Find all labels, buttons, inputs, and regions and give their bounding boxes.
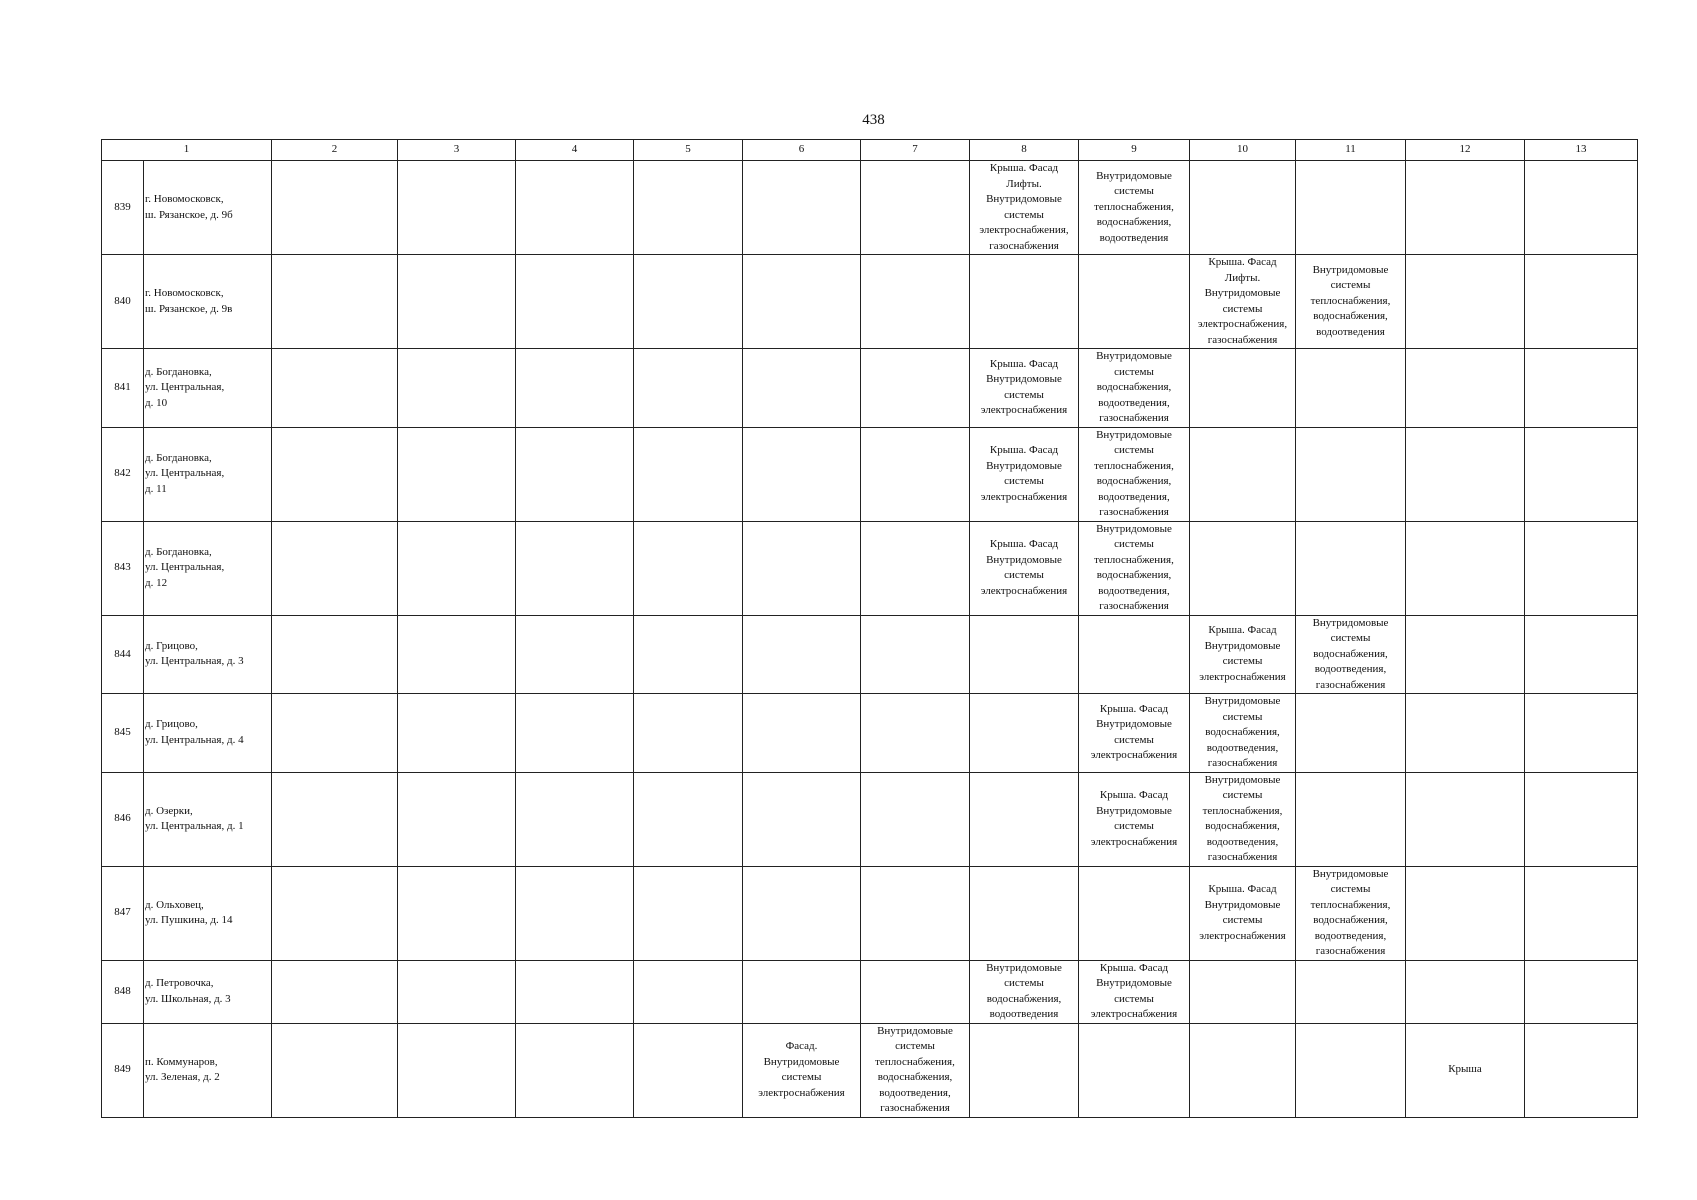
work-cell-col-2 <box>272 255 398 349</box>
work-cell-col-3 <box>398 1023 516 1117</box>
table-row <box>102 521 1638 615</box>
table-row <box>102 866 1638 960</box>
work-cell-col-8 <box>970 694 1079 773</box>
work-cell-col-4 <box>516 772 634 866</box>
row-number: 839 <box>102 161 144 255</box>
work-cell-col-7 <box>861 772 970 866</box>
work-cell-col-6: Фасад. Внутридомовые системы электроснабжения <box>743 1023 861 1117</box>
row-address: д. Грицово, ул. Центральная, д. 4 <box>144 694 272 773</box>
column-header-10: 10 <box>1190 140 1296 161</box>
work-cell-col-13 <box>1525 960 1638 1023</box>
work-cell-col-11 <box>1296 960 1406 1023</box>
work-cell-col-4 <box>516 866 634 960</box>
work-cell-col-3 <box>398 866 516 960</box>
work-cell-col-9: Крыша. Фасад Внутридомовые системы электроснабжения <box>1079 772 1190 866</box>
row-number: 847 <box>102 866 144 960</box>
work-cell-col-11: Внутридомовые системы водоснабжения, водоотведения, газоснабжения <box>1296 615 1406 694</box>
column-header-8: 8 <box>970 140 1079 161</box>
repair-schedule-table <box>101 139 1638 1118</box>
row-number: 845 <box>102 694 144 773</box>
work-cell-col-4 <box>516 427 634 521</box>
work-cell-col-6 <box>743 960 861 1023</box>
work-cell-col-10: Крыша. Фасад Внутридомовые системы электроснабжения <box>1190 615 1296 694</box>
work-cell-col-12 <box>1406 161 1525 255</box>
work-cell-col-5 <box>634 521 743 615</box>
work-cell-col-5 <box>634 615 743 694</box>
work-cell-col-6 <box>743 615 861 694</box>
work-cell-col-3 <box>398 960 516 1023</box>
work-cell-col-5 <box>634 866 743 960</box>
row-address: д. Богдановка, ул. Центральная, д. 12 <box>144 521 272 615</box>
work-cell-col-2 <box>272 349 398 428</box>
work-cell-col-13 <box>1525 772 1638 866</box>
work-cell-col-3 <box>398 349 516 428</box>
work-cell-col-10: Внутридомовые системы водоснабжения, водоотведения, газоснабжения <box>1190 694 1296 773</box>
work-cell-col-11 <box>1296 349 1406 428</box>
row-address: д. Озерки, ул. Центральная, д. 1 <box>144 772 272 866</box>
work-cell-col-7 <box>861 255 970 349</box>
row-address: д. Ольховец, ул. Пушкина, д. 14 <box>144 866 272 960</box>
work-cell-col-11 <box>1296 772 1406 866</box>
work-cell-col-3 <box>398 615 516 694</box>
work-cell-col-4 <box>516 960 634 1023</box>
header-row <box>102 140 1638 161</box>
work-cell-col-5 <box>634 960 743 1023</box>
table-row <box>102 349 1638 428</box>
work-cell-col-9: Внутридомовые системы теплоснабжения, водоснабжения, водоотведения <box>1079 161 1190 255</box>
work-cell-col-8: Крыша. Фасад Внутридомовые системы электроснабжения <box>970 349 1079 428</box>
row-address: д. Петровочка, ул. Школьная, д. 3 <box>144 960 272 1023</box>
work-cell-col-4 <box>516 161 634 255</box>
work-cell-col-5 <box>634 772 743 866</box>
work-cell-col-6 <box>743 161 861 255</box>
work-cell-col-9 <box>1079 1023 1190 1117</box>
work-cell-col-10 <box>1190 161 1296 255</box>
work-cell-col-13 <box>1525 1023 1638 1117</box>
work-cell-col-2 <box>272 694 398 773</box>
work-cell-col-12 <box>1406 255 1525 349</box>
work-cell-col-7 <box>861 161 970 255</box>
work-cell-col-7 <box>861 960 970 1023</box>
column-header-4: 4 <box>516 140 634 161</box>
work-cell-col-2 <box>272 161 398 255</box>
work-cell-col-9 <box>1079 255 1190 349</box>
row-number: 840 <box>102 255 144 349</box>
work-cell-col-12: Крыша <box>1406 1023 1525 1117</box>
work-cell-col-5 <box>634 694 743 773</box>
work-cell-col-4 <box>516 694 634 773</box>
work-cell-col-12 <box>1406 866 1525 960</box>
work-cell-col-13 <box>1525 866 1638 960</box>
table-row <box>102 1023 1638 1117</box>
work-cell-col-10 <box>1190 960 1296 1023</box>
work-cell-col-2 <box>272 960 398 1023</box>
work-cell-col-6 <box>743 866 861 960</box>
work-cell-col-10 <box>1190 427 1296 521</box>
table-row <box>102 161 1638 255</box>
row-address: д. Грицово, ул. Центральная, д. 3 <box>144 615 272 694</box>
page-number: 438 <box>862 112 885 128</box>
work-cell-col-8: Крыша. Фасад Лифты. Внутридомовые системы электроснабжения, газоснабжения <box>970 161 1079 255</box>
work-cell-col-4 <box>516 521 634 615</box>
work-cell-col-12 <box>1406 427 1525 521</box>
work-cell-col-8: Крыша. Фасад Внутридомовые системы электроснабжения <box>970 427 1079 521</box>
work-cell-col-5 <box>634 1023 743 1117</box>
work-cell-col-4 <box>516 615 634 694</box>
work-cell-col-7 <box>861 521 970 615</box>
work-cell-col-8 <box>970 866 1079 960</box>
work-cell-col-3 <box>398 255 516 349</box>
table-row <box>102 427 1638 521</box>
work-cell-col-3 <box>398 161 516 255</box>
work-cell-col-13 <box>1525 694 1638 773</box>
table-row <box>102 255 1638 349</box>
work-cell-col-12 <box>1406 960 1525 1023</box>
work-cell-col-13 <box>1525 427 1638 521</box>
work-cell-col-12 <box>1406 349 1525 428</box>
work-cell-col-9: Внутридомовые системы водоснабжения, водоотведения, газоснабжения <box>1079 349 1190 428</box>
work-cell-col-3 <box>398 694 516 773</box>
work-cell-col-7 <box>861 427 970 521</box>
work-cell-col-6 <box>743 349 861 428</box>
row-number: 843 <box>102 521 144 615</box>
work-cell-col-4 <box>516 1023 634 1117</box>
work-cell-col-13 <box>1525 161 1638 255</box>
work-cell-col-12 <box>1406 694 1525 773</box>
work-cell-col-8 <box>970 255 1079 349</box>
work-cell-col-10 <box>1190 349 1296 428</box>
work-cell-col-11 <box>1296 521 1406 615</box>
work-cell-col-8 <box>970 772 1079 866</box>
work-cell-col-11 <box>1296 1023 1406 1117</box>
work-cell-col-6 <box>743 255 861 349</box>
column-header-11: 11 <box>1296 140 1406 161</box>
work-cell-col-10: Крыша. Фасад Внутридомовые системы электроснабжения <box>1190 866 1296 960</box>
work-cell-col-12 <box>1406 772 1525 866</box>
work-cell-col-2 <box>272 866 398 960</box>
work-cell-col-2 <box>272 427 398 521</box>
work-cell-col-4 <box>516 349 634 428</box>
work-cell-col-8: Внутридомовые системы водоснабжения, водоотведения <box>970 960 1079 1023</box>
work-cell-col-10 <box>1190 1023 1296 1117</box>
table-row <box>102 960 1638 1023</box>
work-cell-col-2 <box>272 615 398 694</box>
work-cell-col-3 <box>398 427 516 521</box>
row-number: 842 <box>102 427 144 521</box>
work-cell-col-6 <box>743 772 861 866</box>
work-cell-col-12 <box>1406 521 1525 615</box>
column-header-3: 3 <box>398 140 516 161</box>
row-address: г. Новомосковск, ш. Рязанское, д. 9в <box>144 255 272 349</box>
work-cell-col-12 <box>1406 615 1525 694</box>
work-cell-col-2 <box>272 521 398 615</box>
column-header-2: 2 <box>272 140 398 161</box>
row-address: д. Богдановка, ул. Центральная, д. 10 <box>144 349 272 428</box>
work-cell-col-6 <box>743 521 861 615</box>
work-cell-col-7: Внутридомовые системы теплоснабжения, водоснабжения, водоотведения, газоснабжения <box>861 1023 970 1117</box>
work-cell-col-10: Внутридомовые системы теплоснабжения, водоснабжения, водоотведения, газоснабжения <box>1190 772 1296 866</box>
work-cell-col-13 <box>1525 521 1638 615</box>
work-cell-col-9: Крыша. Фасад Внутридомовые системы электроснабжения <box>1079 960 1190 1023</box>
column-header-9: 9 <box>1079 140 1190 161</box>
row-number: 844 <box>102 615 144 694</box>
row-number: 846 <box>102 772 144 866</box>
work-cell-col-5 <box>634 161 743 255</box>
work-cell-col-11: Внутридомовые системы теплоснабжения, водоснабжения, водоотведения, газоснабжения <box>1296 866 1406 960</box>
column-header-1: 1 <box>102 140 272 161</box>
work-cell-col-8: Крыша. Фасад Внутридомовые системы электроснабжения <box>970 521 1079 615</box>
row-address: д. Богдановка, ул. Центральная, д. 11 <box>144 427 272 521</box>
work-cell-col-7 <box>861 615 970 694</box>
work-cell-col-9: Внутридомовые системы теплоснабжения, водоснабжения, водоотведения, газоснабжения <box>1079 427 1190 521</box>
table-row <box>102 772 1638 866</box>
work-cell-col-5 <box>634 255 743 349</box>
row-number: 849 <box>102 1023 144 1117</box>
work-cell-col-3 <box>398 772 516 866</box>
work-cell-col-9: Внутридомовые системы теплоснабжения, водоснабжения, водоотведения, газоснабжения <box>1079 521 1190 615</box>
work-cell-col-2 <box>272 1023 398 1117</box>
work-cell-col-10 <box>1190 521 1296 615</box>
work-cell-col-7 <box>861 694 970 773</box>
work-cell-col-6 <box>743 427 861 521</box>
row-number: 841 <box>102 349 144 428</box>
work-cell-col-3 <box>398 521 516 615</box>
work-cell-col-10: Крыша. Фасад Лифты. Внутридомовые системы электроснабжения, газоснабжения <box>1190 255 1296 349</box>
work-cell-col-8 <box>970 1023 1079 1117</box>
column-header-6: 6 <box>743 140 861 161</box>
work-cell-col-13 <box>1525 255 1638 349</box>
work-cell-col-7 <box>861 866 970 960</box>
work-cell-col-6 <box>743 694 861 773</box>
work-cell-col-11 <box>1296 694 1406 773</box>
work-cell-col-11 <box>1296 161 1406 255</box>
work-cell-col-9 <box>1079 615 1190 694</box>
row-address: п. Коммунаров, ул. Зеленая, д. 2 <box>144 1023 272 1117</box>
work-cell-col-7 <box>861 349 970 428</box>
work-cell-col-13 <box>1525 615 1638 694</box>
row-number: 848 <box>102 960 144 1023</box>
work-cell-col-5 <box>634 349 743 428</box>
column-header-7: 7 <box>861 140 970 161</box>
work-cell-col-13 <box>1525 349 1638 428</box>
work-cell-col-9 <box>1079 866 1190 960</box>
column-header-13: 13 <box>1525 140 1638 161</box>
work-cell-col-4 <box>516 255 634 349</box>
work-cell-col-11 <box>1296 427 1406 521</box>
work-cell-col-2 <box>272 772 398 866</box>
work-cell-col-8 <box>970 615 1079 694</box>
column-header-12: 12 <box>1406 140 1525 161</box>
table-row <box>102 694 1638 773</box>
row-address: г. Новомосковск, ш. Рязанское, д. 9б <box>144 161 272 255</box>
work-cell-col-9: Крыша. Фасад Внутридомовые системы электроснабжения <box>1079 694 1190 773</box>
table-row <box>102 615 1638 694</box>
work-cell-col-11: Внутридомовые системы теплоснабжения, водоснабжения, водоотведения <box>1296 255 1406 349</box>
column-header-5: 5 <box>634 140 743 161</box>
work-cell-col-5 <box>634 427 743 521</box>
